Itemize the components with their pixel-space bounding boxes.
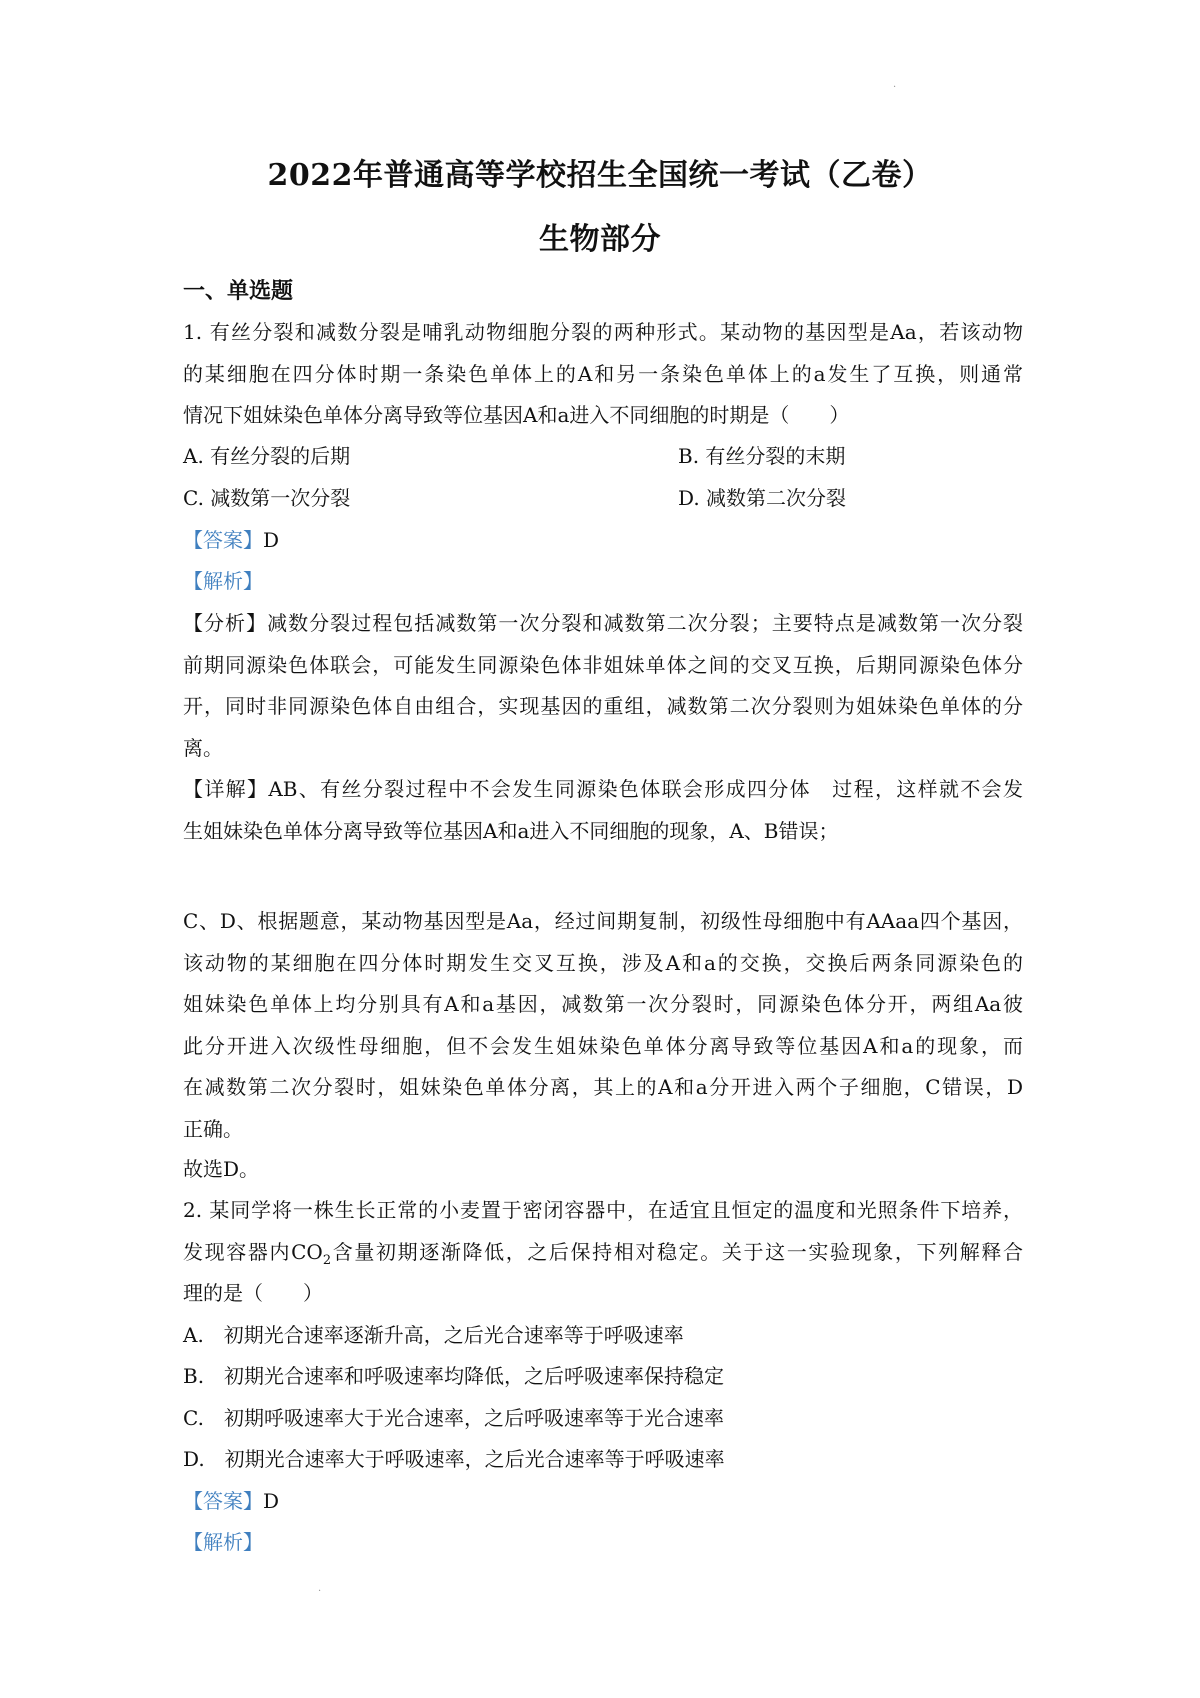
exam-title: 2022年普通高等学校招生全国统一考试（乙卷） — [267, 158, 933, 193]
q2-option-b: B. 初期光合速率和呼吸速率均降低，之后呼吸速率保持稳定 — [183, 1364, 725, 1388]
q2-answer-value: D — [263, 1489, 280, 1513]
q1-answer-label: 【答案】 — [183, 528, 263, 552]
q1-option-a: A. 有丝分裂的后期 — [183, 444, 351, 468]
q1-option-b: B. 有丝分裂的末期 — [678, 444, 846, 468]
q1-conclusion: 故选D。 — [183, 1157, 260, 1181]
q1-answer — [183, 526, 279, 554]
q2-option-d: D. 初期光合速率大于呼吸速率，之后光合速率等于呼吸速率 — [183, 1447, 725, 1471]
q1-stem-line-2: 的某细胞在四分体时期一条染色单体上的A和另一条染色单体上的a发生了互换，则通常 — [183, 362, 1023, 386]
q2-answer-label: 【答案】 — [183, 1489, 263, 1513]
q1-cd-line-3: 姐妹染色单体上均分别具有A和a基因，减数第一次分裂时，同源染色体分开，两组Aa彼 — [183, 992, 1023, 1016]
q1-detail-label: 【详解】 — [183, 777, 269, 801]
q1-fenxi-line-1 — [183, 609, 1023, 637]
q1-fenxi-line-3: 开，同时非同源染色体自由组合，实现基因的重组，减数第二次分裂则为姐妹染色单体的分 — [183, 694, 1023, 718]
q2-stem-line-2 — [183, 1238, 1023, 1275]
q2-stem-line-1: 2. 某同学将一株生长正常的小麦置于密闭容器中，在适宜且恒定的温度和光照条件下培养， — [183, 1198, 1023, 1222]
q2-analysis-label: 【解析】 — [183, 1530, 263, 1554]
q1-fenxi-line-2: 前期同源染色体联会，可能发生同源染色体非姐妹单体之间的交叉互换，后期同源染色体分 — [183, 653, 1023, 677]
q1-cd-line-4: 此分开进入次级性母细胞，但不会发生姐妹染色单体分离导致等位基因A和a的现象，而 — [183, 1034, 1023, 1058]
q1-fenxi-text-1: 减数分裂过程包括减数第一次分裂和减数第二次分裂；主要特点是减数第一次分裂 — [267, 611, 1024, 635]
q1-cd-line-2: 该动物的某细胞在四分体时期发生交叉互换，涉及A和a的交换，交换后两条同源染色的 — [183, 951, 1023, 975]
q1-cd-line-1: C、D、根据题意，某动物基因型是Aa，经过间期复制，初级性母细胞中有AAaa四个基因， — [183, 909, 1023, 933]
q1-option-d: D. 减数第二次分裂 — [678, 486, 847, 510]
q1-detail-line-1 — [183, 775, 1023, 803]
q1-answer-value: D — [263, 528, 280, 552]
q2-stem-line-2-post: 含量初期逐渐降低，之后保持相对稳定。关于这一实验现象，下列解释合 — [331, 1240, 1023, 1264]
q1-option-c: C. 减数第一次分裂 — [183, 486, 351, 510]
q2-stem-line-3: 理的是（ ） — [183, 1281, 323, 1305]
q2-stem-line-2-pre: 发现容器内CO — [183, 1240, 323, 1264]
q1-analysis-label: 【解析】 — [183, 569, 263, 593]
q1-stem-line-3: 情况下姐妹染色单体分离导致等位基因A和a进入不同细胞的时期是（ ） — [183, 403, 850, 427]
section-heading: 一、单选题 — [183, 278, 294, 304]
q1-fenxi-line-4: 离。 — [183, 736, 223, 760]
decor-dot-top: · — [893, 82, 897, 93]
exam-subtitle: 生物部分 — [539, 222, 661, 257]
q1-fenxi-label: 【分析】 — [183, 611, 268, 635]
q1-cd-line-5: 在减数第二次分裂时，姐妹染色单体分离，其上的A和a分开进入两个子细胞，C错误，D — [183, 1075, 1023, 1099]
q2-co2-subscript: 2 — [322, 1253, 332, 1268]
q2-option-c: C. 初期呼吸速率大于光合速率，之后呼吸速率等于光合速率 — [183, 1406, 724, 1430]
q1-detail-text-1: AB、有丝分裂过程中不会发生同源染色体联会形成四分体 过程，这样就不会发 — [268, 777, 1024, 801]
q2-option-a: A. 初期光合速率逐渐升高，之后光合速率等于呼吸速率 — [183, 1323, 684, 1347]
q2-answer — [183, 1487, 279, 1515]
decor-dot-bottom: · — [318, 1586, 322, 1597]
q1-detail-line-2: 生姐妹染色单体分离导致等位基因A和a进入不同细胞的现象，A、B错误； — [183, 819, 839, 843]
q1-cd-line-6: 正确。 — [183, 1117, 243, 1141]
q1-stem-line-1: 1. 有丝分裂和减数分裂是哺乳动物细胞分裂的两种形式。某动物的基因型是Aa，若该动物 — [183, 320, 1023, 344]
